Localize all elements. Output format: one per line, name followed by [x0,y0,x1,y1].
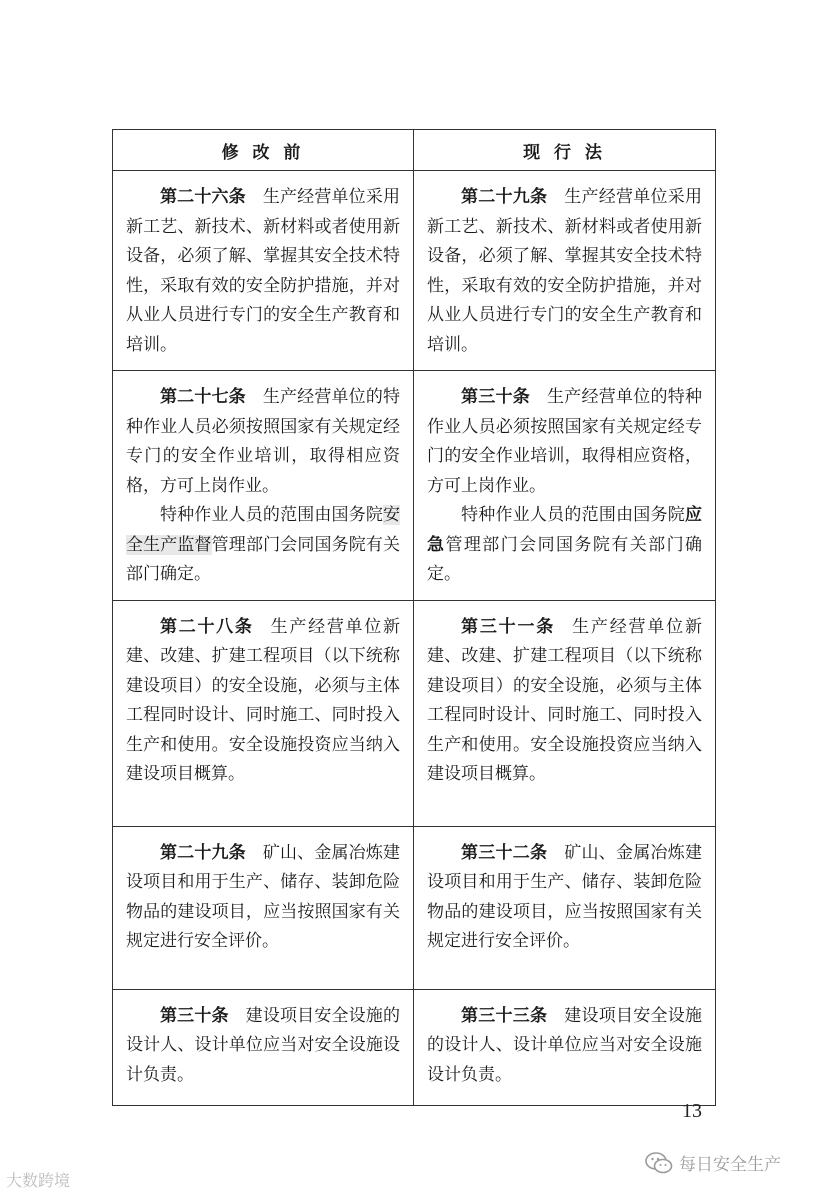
article-text: 生产经营单位采用新工艺、新技术、新材料或者使用新设备，必须了解、掌握其安全技术特性，采取有效的安全防护措施，并对从业人员进行专门的安全生产教育和培训。 [427,187,702,355]
cell-current [414,600,716,826]
changed-text: 应急 [427,505,702,555]
article-text: 生产经营单位的特种作业人员必须按照国家有关规定经专门的安全作业培训，取得相应资格，方可上岗作业。 [427,387,702,496]
article-number: 第三十一条 [461,616,556,637]
watermark-right [645,1150,781,1175]
article-text: 矿山、金属冶炼建设项目和用于生产、储存、装卸危险物品的建设项目，应当按照国家有关规定进行安全评价。 [126,842,401,951]
article-text: 建设项目安全设施的设计人、设计单位应当对安全设施设计负责。 [126,1005,401,1085]
table-row [113,989,716,1105]
table-header-row [113,130,716,171]
paragraph [427,501,702,590]
table-row [113,371,716,601]
changed-text: 安全生产监督 [126,505,400,555]
page-number: 13 [682,1100,702,1122]
paragraph [427,613,702,790]
paragraph [126,613,400,790]
article-text: 生产经营单位新建、改建、扩建工程项目（以下统称建设项目）的安全设施，必须与主体工程同时设计、同时施工、同时投入生产和使用。安全设施投资应当纳入建设项目概算。 [427,616,703,784]
cell-current [414,171,716,371]
paragraph [126,501,400,590]
article-text: 生产经营单位采用新工艺、新技术、新材料或者使用新设备，必须了解、掌握其安全技术特性，采取有效的安全防护措施，并对从业人员进行专门的安全生产教育和培训。 [126,187,401,355]
article-text: 管理部门会同国务院有关部门确定。 [427,534,703,584]
table-row [113,171,716,371]
cell-current [414,989,716,1105]
article-text: 特种作业人员的范围由国务院 [160,505,383,525]
article-text: 建设项目安全设施的设计人、设计单位应当对安全设施设计负责。 [427,1005,702,1085]
wechat-icon [645,1152,673,1174]
cell-current [414,826,716,989]
paragraph [427,383,702,501]
article-number: 第二十九条 [461,187,548,207]
article-number: 第三十二条 [461,842,548,863]
article-number: 第二十九条 [160,842,246,863]
article-text: 特种作业人员的范围由国务院 [461,505,685,525]
cell-current [414,371,716,601]
article-text: 生产经营单位的特种作业人员必须按照国家有关规定经专门的安全作业培训，取得相应资格，方可上岗作业。 [126,387,401,496]
article-number: 第三十三条 [461,1005,548,1026]
paragraph [427,839,702,957]
watermark-right-text: 每日安全生产 [679,1155,781,1175]
comparison-table [112,129,716,1106]
article-text: 生产经营单位新建、改建、扩建工程项目（以下统称建设项目）的安全设施，必须与主体工程同时设计、同时施工、同时投入生产和使用。安全设施投资应当纳入建设项目概算。 [126,616,401,784]
table-row [113,826,716,989]
article-number: 第二十六条 [160,187,246,207]
article-text: 矿山、金属冶炼建设项目和用于生产、储存、装卸危险物品的建设项目，应当按照国家有关规定进行安全评价。 [427,842,702,951]
paragraph [427,1002,702,1091]
paragraph [427,183,702,360]
cell-before [113,371,414,601]
article-number: 第三十条 [160,1005,229,1026]
cell-before [113,826,414,989]
cell-before [113,600,414,826]
article-number: 第三十条 [461,387,530,407]
paragraph [126,1002,400,1091]
paragraph [126,183,400,360]
header-current-law: 现 行 法 [414,130,716,171]
paragraph [126,839,400,957]
cell-before [113,171,414,371]
table-row [113,600,716,826]
watermark-left: 大数跨境 [6,1171,71,1190]
article-number: 第二十七条 [160,387,246,407]
article-number: 第二十八条 [160,616,254,637]
cell-before [113,989,414,1105]
header-before-revision: 修 改 前 [113,130,414,171]
paragraph [126,383,400,501]
article-text: 管理部门会同国务院有关部门确定。 [126,534,401,584]
